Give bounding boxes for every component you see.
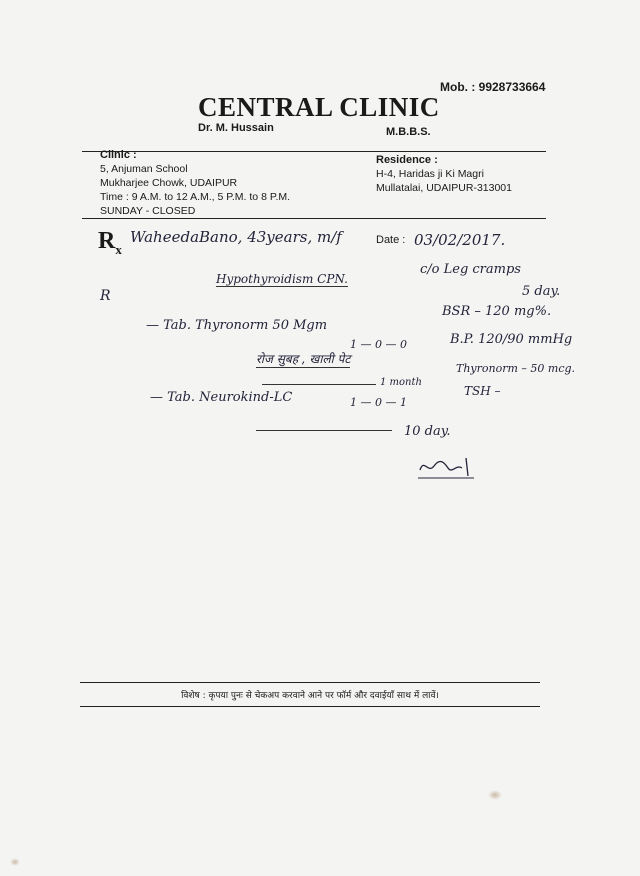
medicine-1-instructions: रोज सुबह , खाली पेट [256, 352, 351, 366]
bp-reading: B.P. 120/90 mmHg [450, 332, 573, 347]
clinic-timing: Time : 9 A.M. to 12 A.M., 5 P.M. to 8 P.M. [100, 191, 291, 203]
complaint-line1: c/o Leg cramps [420, 262, 521, 277]
residence-address-block [376, 153, 512, 195]
duration-2: 10 day. [404, 424, 451, 439]
clinic-address-line1: 5, Anjuman School [100, 163, 188, 175]
tsh-note: TSH – [464, 384, 501, 398]
doctor-signature [416, 454, 476, 480]
rx-symbol: $R_x$ [98, 228, 122, 257]
complaint-line2: 5 day. [522, 284, 561, 299]
doctor-name: Dr. M. Hussain [198, 122, 274, 134]
bsr-reading: BSR – 120 mg%. [442, 304, 552, 319]
mobile-number: Mob. : 9928733664 [440, 80, 546, 94]
doctor-degree: M.B.B.S. [386, 126, 431, 138]
duration-1-line [262, 384, 376, 385]
residence-address-line1: H-4, Haridas ji Ki Magri [376, 168, 484, 180]
residence-address-line2: Mullatalai, UDAIPUR-313001 [376, 182, 512, 194]
duration-1: 1 month [380, 377, 422, 388]
clinic-address-block [100, 148, 290, 218]
residence-heading: Residence : [376, 154, 438, 166]
address-divider [82, 218, 546, 219]
rx-small-symbol: R [100, 288, 111, 304]
footer-divider-bottom [80, 706, 540, 707]
date-value: 03/02/2017. [414, 231, 506, 249]
medicine-1-dose: 1 — 0 — 0 [350, 338, 407, 351]
footer-divider-top [80, 682, 540, 683]
clinic-title: CENTRAL CLINIC [198, 92, 440, 122]
footer-note: विशेष : कृपया पुनः से चेकअप करवाने आने पर फॉर्म और दवाईयाँ साथ में लावें। [181, 691, 439, 701]
medicine-2: — Tab. Neurokind-LC [150, 390, 293, 405]
medicine-1: — Tab. Thyronorm 50 Mgm [146, 318, 328, 333]
thyronorm-note: Thyronorm – 50 mcg. [456, 362, 576, 375]
diagnosis: Hypothyroidism CPN. [216, 272, 348, 286]
duration-2-line [256, 430, 392, 431]
clinic-address-line2: Mukharjee Chowk, UDAIPUR [100, 177, 238, 189]
medicine-2-dose: 1 — 0 — 1 [350, 396, 407, 409]
paper-smudge [10, 858, 20, 866]
clinic-heading: Clinic : [100, 149, 137, 161]
paper-smudge [488, 790, 502, 800]
clinic-closed-day: SUNDAY - CLOSED [100, 205, 196, 217]
patient-details: WaheedaBano, 43years, m/f [130, 228, 342, 246]
date-label: Date : [376, 234, 406, 246]
